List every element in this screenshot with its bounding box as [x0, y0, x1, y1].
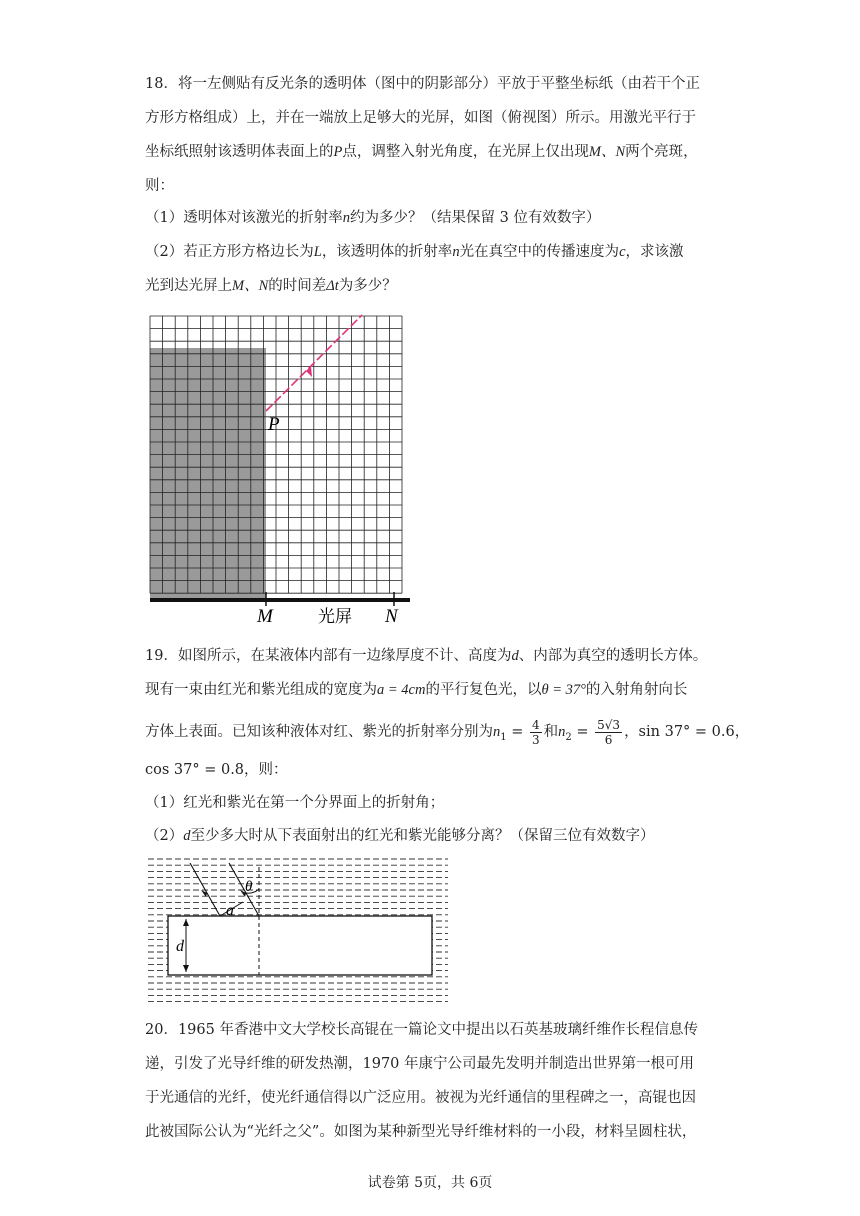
n1-denominator: 3	[532, 732, 540, 747]
n2-numerator: 5√3	[597, 717, 621, 732]
q19-sub-2	[145, 826, 654, 846]
q18-text: 光在真空中的传播速度为	[459, 244, 620, 260]
q19-text: 方体上表面。已知该种液体对红、紫光的折射率分别为	[145, 724, 493, 740]
value-theta: θ = 37°	[541, 682, 586, 698]
q18-sub-1	[145, 208, 600, 228]
q20-line-3: 于光通信的光纤，使光纤通信得以广泛应用。被视为光纤通信的里程碑之一，高锟也因	[145, 1090, 696, 1106]
q18-text: 光到达光屏上	[145, 278, 232, 294]
q18-line-2: 方形方格组成）上，并在一端放上足够大的光屏，如图（俯视图）所示。用激光平行于	[145, 110, 696, 126]
q19-line-4	[145, 760, 288, 780]
q19-text: 至少多大时从下表面射出的红光和紫光能够分离？（保留三位有效数字）	[190, 828, 655, 844]
label-a: a	[226, 902, 234, 919]
symbol-MN: M、N	[232, 278, 269, 294]
label-M: M	[257, 606, 273, 627]
label-theta: θ	[245, 879, 253, 895]
symbol-n: n	[452, 244, 460, 260]
q18-text: 点，调整入射光角度，在光屏上仅出现	[342, 144, 589, 160]
n2-denominator: 6	[604, 732, 613, 747]
q18-line-1: 18．将一左侧贴有反光条的透明体（图中的阴影部分）平放于平整坐标纸（由若干个正	[145, 76, 700, 92]
q19-line-3: 方体上表面。已知该种液体对红、紫光的折射率分别为$n_1$ = $\frac{4}{3}$ 和$n_2$ = $\frac{5√3}{6}$ ，sin 37° = 0.6，	[145, 717, 750, 747]
q18-text: 约为多少？（结果保留 3 位有效数字）	[349, 210, 601, 226]
q18-line-3	[145, 142, 698, 162]
q19-text: 现有一束由红光和紫光组成的宽度为	[145, 682, 377, 698]
page-footer: 试卷第 5页，共 6页	[367, 1175, 493, 1191]
q19-line-2	[145, 680, 687, 700]
symbol-L: L	[313, 244, 322, 260]
n2-subscript: 2	[565, 731, 572, 743]
q20-line-2: 递，引发了光导纤维的研发热潮，1970 年康宁公司最先发明并制造出世界第一根可用	[145, 1056, 695, 1072]
symbol-d: d	[511, 648, 519, 664]
symbol-MN: M、N	[588, 144, 626, 160]
q18-text: ，求该激	[625, 244, 684, 260]
symbol-c: c	[619, 244, 626, 260]
n1-subscript: 1	[500, 731, 507, 743]
q19-text: （2）	[145, 828, 184, 844]
q18-text: 的时间差	[268, 278, 327, 294]
q19-text: 19．如图所示，在某液体内部有一边缘厚度不计、高度为	[145, 648, 512, 664]
q19-text: ，则：	[244, 762, 288, 778]
q18-text: 坐标纸照射该透明体表面上的	[145, 144, 334, 160]
q18-text: ，该透明体的折射率	[321, 244, 453, 260]
q19-text: ，sin 37° = 0.6，	[624, 724, 750, 740]
q18-figure	[140, 310, 420, 630]
q20-line-1: 20．1965 年香港中文大学校长高锟在一篇论文中提出以石英基玻璃纤维作长程信息传	[145, 1022, 698, 1038]
n2-fraction	[595, 718, 622, 747]
n1-symbol: n	[493, 724, 501, 740]
label-N: N	[385, 606, 398, 627]
q18-text: 为多少？	[338, 278, 397, 294]
q20-line-4: 此被国际公认为“光纤之父”。如图为某种新型光导纤维材料的一小段，材料呈圆柱状，	[145, 1124, 697, 1140]
q19-figure	[140, 855, 460, 1015]
q19-line-1	[145, 646, 707, 666]
q18-text: （1）透明体对该激光的折射率	[145, 210, 343, 226]
label-d: d	[176, 938, 184, 955]
q18-line-4: 则：	[145, 178, 174, 194]
q19-text: 的入射角射向长	[585, 682, 688, 698]
transparent-body-shade	[150, 348, 266, 600]
symbol-d: d	[183, 828, 191, 844]
q19-text: 的平行复色光，以	[425, 682, 542, 698]
coordinate-grid	[150, 316, 402, 593]
q19-text: cos 37° = 0.8	[145, 762, 245, 778]
n1-numerator: 4	[532, 717, 540, 732]
n1-fraction	[530, 718, 542, 747]
q19-sub-1: （1）红光和紫光在第一个分界面上的折射角；	[145, 795, 445, 811]
transparent-box	[168, 916, 432, 975]
label-P: P	[268, 414, 280, 435]
q18-text: （2）若正方形方格边长为	[145, 244, 314, 260]
q18-sub-2	[145, 242, 684, 262]
q18-sub-2-cont	[145, 276, 397, 296]
n2-symbol: n	[558, 724, 566, 740]
symbol-P: P	[333, 144, 343, 160]
q19-text: 和	[543, 724, 559, 740]
symbol-dt: Δt	[326, 278, 339, 294]
q18-text: 两个亮斑，	[625, 144, 698, 160]
symbol-n: n	[342, 210, 350, 226]
label-screen: 光屏	[318, 607, 352, 626]
value-a: a = 4cm	[377, 682, 426, 698]
q19-text: 、内部为真空的透明长方体。	[518, 648, 708, 664]
